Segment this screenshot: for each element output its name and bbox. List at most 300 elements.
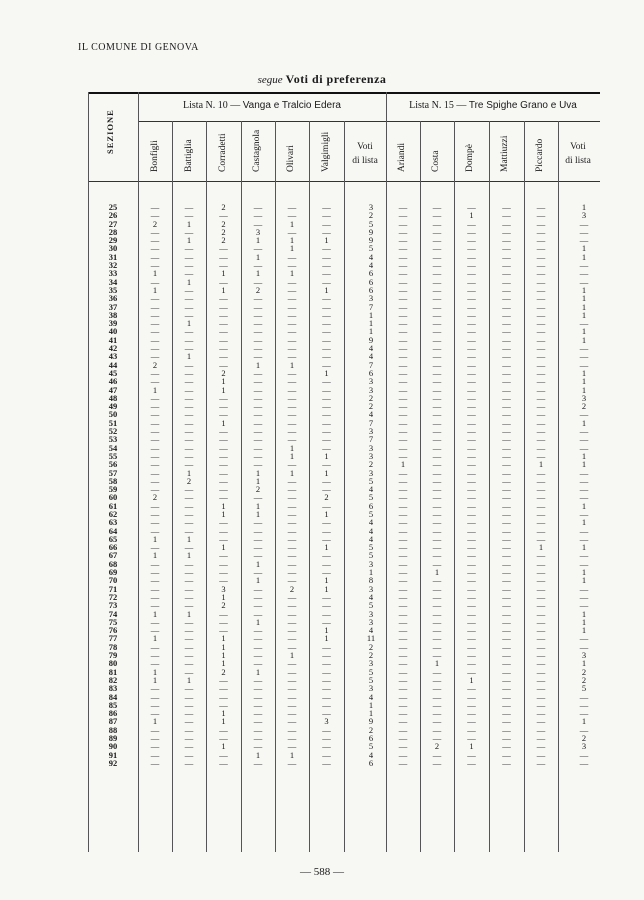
vote-cell: 1 — [255, 467, 261, 478]
vote-cell: 1 — [368, 567, 374, 578]
vote-cell: — — [150, 583, 160, 594]
vote-cell: — — [150, 475, 160, 486]
vote-cell: — — [219, 409, 228, 420]
vote-cell: 1 — [221, 376, 226, 387]
vote-cell: — — [579, 591, 589, 602]
vote-cell: — — [536, 326, 546, 337]
vote-cell: 3 — [368, 426, 374, 437]
vote-cell: — — [536, 351, 546, 362]
vote-cell: — — [184, 334, 194, 345]
vote-cell: — — [184, 625, 194, 636]
vote-cell: 1 — [581, 500, 587, 511]
vote-cell: — — [536, 600, 546, 611]
vote-cell: — — [467, 251, 476, 262]
vote-cell: — — [219, 757, 228, 768]
vote-cell: — — [184, 757, 194, 768]
vote-cell: — — [432, 616, 442, 627]
vote-cell: — — [502, 284, 511, 295]
vote-cell: — — [253, 633, 263, 644]
vote-cell: — — [432, 276, 442, 287]
vote-cell: 1 — [186, 550, 192, 561]
vote-cell: — — [398, 334, 408, 345]
vote-cell: — — [398, 674, 408, 685]
vote-cell: — — [150, 417, 160, 428]
vote-cell: — — [467, 533, 476, 544]
vote-cell: — — [398, 268, 408, 279]
vote-cell: — — [287, 575, 297, 586]
vote-cell: — — [432, 401, 442, 412]
vote-cell: — — [150, 202, 160, 212]
vote-cell: 1 — [434, 658, 440, 669]
vote-cell: — — [398, 392, 408, 403]
vote-cell: — — [398, 508, 408, 519]
votes-valgimigli — [309, 203, 344, 767]
vote-cell: 2 — [255, 484, 261, 495]
sezione-number: 25 — [108, 202, 118, 212]
vote-cell: 1 — [255, 500, 261, 511]
vote-cell: — — [502, 235, 511, 246]
vote-cell: 1 — [289, 359, 295, 370]
vote-cell: — — [502, 301, 511, 312]
vote-cell: — — [184, 417, 194, 428]
vote-cell: — — [398, 376, 408, 387]
vote-cell: — — [322, 749, 331, 760]
vote-cell: — — [398, 426, 408, 437]
vote-cell: — — [467, 417, 476, 428]
vote-cell: — — [467, 558, 476, 569]
vote-cell: — — [398, 542, 408, 553]
sezione-number: 41 — [108, 334, 118, 345]
vote-cell: 1 — [289, 235, 295, 246]
vote-cell: — — [579, 318, 589, 329]
vote-cell: — — [579, 343, 589, 354]
vote-cell: 5 — [368, 542, 374, 553]
vote-cell: — — [150, 733, 160, 743]
vote-cell: — — [184, 542, 194, 553]
vote-cell: — — [502, 650, 511, 661]
vote-cell: — — [502, 517, 511, 528]
vote-cell: — — [579, 749, 589, 760]
vote-cell: — — [150, 392, 160, 403]
vote-cell: — — [287, 326, 297, 337]
vote-cell: 1 — [289, 650, 295, 661]
vote-cell: — — [287, 724, 297, 735]
vote-cell: — — [398, 284, 408, 295]
vote-cell: 1 — [186, 218, 192, 229]
vote-cell: — — [467, 426, 476, 437]
vote-cell: — — [536, 434, 546, 445]
sezione-number: 70 — [108, 575, 118, 586]
vote-cell: — — [322, 674, 331, 685]
vote-cell: — — [432, 716, 442, 727]
vote-cell: — — [322, 666, 331, 677]
vote-cell: — — [467, 459, 476, 470]
vote-cell: — — [398, 575, 408, 586]
vote-cell: — — [219, 733, 228, 743]
vote-cell: — — [184, 741, 194, 752]
vote-cell: 2 — [152, 218, 158, 229]
vote-cell: — — [184, 450, 194, 461]
vote-cell: — — [287, 343, 297, 354]
vote-cell: — — [467, 235, 476, 246]
vote-cell: 1 — [152, 384, 158, 395]
vote-cell: — — [432, 583, 442, 594]
vote-cell: — — [536, 641, 546, 652]
candidate-header-costa: Costa — [431, 150, 441, 172]
vote-cell: — — [287, 699, 297, 710]
vote-cell: 2 — [152, 359, 158, 370]
vote-cell: 1 — [221, 384, 226, 395]
vote-cell: — — [579, 426, 589, 437]
vote-cell: — — [184, 708, 194, 719]
vote-cell: 5 — [368, 600, 374, 611]
vote-cell: — — [502, 467, 511, 478]
vote-cell: — — [536, 484, 546, 495]
vote-cell: 1 — [581, 716, 587, 727]
vote-cell: — — [322, 226, 331, 237]
vote-cell: — — [536, 616, 546, 627]
vote-cell: 1 — [368, 708, 374, 719]
vote-cell: — — [432, 575, 442, 586]
sezione-number: 65 — [108, 533, 118, 544]
vote-cell: 1 — [324, 583, 329, 594]
vote-cell: — — [150, 309, 160, 320]
vote-cell: — — [150, 442, 160, 453]
vote-cell: — — [322, 699, 331, 710]
vote-cell: — — [536, 699, 546, 710]
vote-cell: — — [287, 351, 297, 362]
vote-cell: — — [287, 600, 297, 611]
vote-cell: 6 — [368, 284, 374, 295]
vote-cell: — — [398, 475, 408, 486]
vote-cell: — — [536, 558, 546, 569]
vote-cell: 1 — [581, 367, 587, 378]
vote-cell: — — [253, 741, 263, 752]
sezione-number: 63 — [108, 517, 118, 528]
vote-cell: — — [150, 326, 160, 337]
vote-cell: 4 — [368, 691, 374, 702]
vote-cell: — — [398, 484, 408, 495]
vote-cell: — — [432, 542, 442, 553]
vote-cell: — — [432, 467, 442, 478]
vote-cell: 1 — [255, 575, 261, 586]
vote-cell: 1 — [289, 218, 295, 229]
vote-cell: — — [432, 309, 442, 320]
vote-cell: — — [579, 757, 589, 768]
sezione-number: 39 — [108, 318, 118, 329]
vote-cell: — — [467, 384, 476, 395]
list-name: Vanga e Tralcio Edera — [242, 100, 341, 111]
vote-cell: — — [536, 500, 546, 511]
vote-cell: — — [184, 716, 194, 727]
vote-cell: — — [287, 492, 297, 503]
vote-cell: — — [150, 641, 160, 652]
vote-cell: — — [398, 533, 408, 544]
votes-corradetti — [206, 203, 241, 767]
vote-cell: — — [467, 260, 476, 271]
vote-cell: — — [287, 409, 297, 420]
sezione-number: 47 — [108, 384, 118, 395]
vote-cell: — — [502, 318, 511, 329]
vote-cell: 3 — [368, 467, 374, 478]
vote-cell: — — [322, 475, 331, 486]
sezione-numbers — [90, 203, 136, 767]
vote-cell: — — [184, 260, 194, 271]
vote-cell: — — [398, 276, 408, 287]
vote-cell: — — [322, 376, 331, 387]
vote-cell: — — [536, 708, 546, 719]
vote-cell: 3 — [368, 450, 374, 461]
vote-cell: — — [253, 218, 263, 229]
vote-cell: — — [219, 351, 228, 362]
vote-cell: 3 — [368, 384, 374, 395]
vote-cell: — — [579, 409, 589, 420]
vote-cell: — — [467, 318, 476, 329]
vote-cell: — — [287, 401, 297, 412]
vote-cell: — — [398, 243, 408, 254]
vote-cell: — — [219, 301, 228, 312]
vote-cell: 1 — [221, 500, 226, 511]
sezione-number: 76 — [108, 625, 118, 636]
vote-cell: — — [502, 426, 511, 437]
vote-cell: — — [219, 309, 228, 320]
vote-cell: — — [219, 426, 228, 437]
sezione-number: 80 — [108, 658, 118, 669]
vote-cell: — — [287, 708, 297, 719]
vote-cell: — — [287, 392, 297, 403]
vote-cell: — — [432, 708, 442, 719]
votes-battiglia — [172, 203, 206, 767]
vote-cell: — — [322, 533, 331, 544]
vote-cell: — — [184, 376, 194, 387]
vote-cell: — — [536, 301, 546, 312]
sezione-number: 79 — [108, 650, 118, 661]
vote-cell: — — [150, 351, 160, 362]
vote-cell: — — [184, 484, 194, 495]
vote-cell: — — [536, 567, 546, 578]
vote-cell: — — [432, 343, 442, 354]
vote-cell: — — [536, 376, 546, 387]
vote-cell: — — [502, 550, 511, 561]
vote-cell: — — [184, 343, 194, 354]
vote-cell: 2 — [186, 475, 192, 486]
vote-cell: 6 — [368, 733, 374, 743]
vote-cell: — — [502, 633, 511, 644]
table-title — [0, 72, 644, 87]
vote-cell: — — [150, 508, 160, 519]
vote-cell: 1 — [368, 699, 374, 710]
vote-cell: 1 — [368, 309, 374, 320]
vote-cell: — — [398, 724, 408, 735]
vote-cell: 1 — [581, 202, 587, 212]
vote-cell: — — [322, 243, 331, 254]
vote-cell: — — [150, 757, 160, 768]
vote-cell: — — [219, 276, 228, 287]
vote-cell: — — [219, 517, 228, 528]
vote-cell: — — [184, 567, 194, 578]
vote-cell: — — [398, 666, 408, 677]
vote-cell: 3 — [368, 442, 374, 453]
vote-cell: — — [253, 434, 263, 445]
vote-cell: — — [322, 591, 331, 602]
vote-cell: — — [398, 417, 408, 428]
sezione-number: 56 — [108, 459, 118, 470]
vote-cell: 1 — [186, 276, 192, 287]
vote-cell: — — [398, 600, 408, 611]
vote-cell: — — [253, 351, 263, 362]
vote-cell: 4 — [368, 533, 374, 544]
vote-cell: 1 — [289, 749, 295, 760]
vote-cell: 1 — [581, 301, 587, 312]
vote-cell: — — [150, 625, 160, 636]
sezione-number: 75 — [108, 616, 118, 627]
vote-cell: — — [184, 633, 194, 644]
vote-cell: — — [502, 708, 511, 719]
vote-cell: — — [219, 616, 228, 627]
vote-cell: — — [322, 401, 331, 412]
vote-cell: — — [287, 525, 297, 536]
vote-cell: 1 — [289, 467, 295, 478]
vote-cell: — — [536, 260, 546, 271]
vote-cell: 9 — [368, 235, 374, 246]
vote-cell: — — [579, 434, 589, 445]
vote-cell: — — [253, 567, 263, 578]
vote-cell: — — [150, 500, 160, 511]
vote-cell: — — [398, 301, 408, 312]
vote-cell: — — [536, 442, 546, 453]
vote-cell: 1 — [221, 268, 226, 279]
vote-cell: — — [467, 683, 476, 694]
vote-cell: — — [432, 459, 442, 470]
voti-label-line: Voti — [570, 142, 586, 152]
vote-cell: — — [467, 733, 476, 743]
vote-cell: — — [398, 251, 408, 262]
vote-cell: — — [502, 616, 511, 627]
vote-cell: — — [287, 293, 297, 304]
vote-cell: — — [432, 525, 442, 536]
vote-cell: 4 — [368, 251, 374, 262]
vote-cell: — — [150, 683, 160, 694]
vote-cell: — — [219, 459, 228, 470]
vote-cell: — — [219, 334, 228, 345]
vote-cell: 1 — [581, 575, 587, 586]
vote-cell: — — [253, 260, 263, 271]
vote-cell: — — [253, 542, 263, 553]
votes-bonfigli — [138, 203, 172, 767]
vote-cell: — — [287, 376, 297, 387]
table-left-rule — [88, 92, 89, 852]
vote-cell: — — [219, 467, 228, 478]
vote-cell: 3 — [368, 683, 374, 694]
vote-cell: — — [398, 749, 408, 760]
vote-cell: — — [467, 583, 476, 594]
vote-cell: — — [502, 276, 511, 287]
vote-cell: — — [287, 757, 297, 768]
vote-cell: 2 — [581, 674, 587, 685]
vote-cell: — — [432, 218, 442, 229]
vote-cell: 1 — [581, 243, 587, 254]
vote-cell: 2 — [368, 401, 374, 412]
vote-cell: 1 — [581, 567, 587, 578]
vote-cell: 1 — [400, 459, 406, 470]
vote-cell: — — [184, 367, 194, 378]
vote-cell: 1 — [581, 293, 587, 304]
vote-cell: 2 — [221, 367, 226, 378]
vote-cell: — — [579, 600, 589, 611]
vote-cell: — — [253, 583, 263, 594]
vote-cell: — — [432, 359, 442, 370]
sezione-number: 29 — [108, 235, 118, 246]
vote-cell: — — [253, 708, 263, 719]
vote-cell: — — [536, 450, 546, 461]
sezione-number: 35 — [108, 284, 118, 295]
vote-cell: 2 — [221, 600, 226, 611]
vote-cell: — — [579, 276, 589, 287]
vote-cell: — — [322, 708, 331, 719]
sezione-number: 45 — [108, 367, 118, 378]
vote-cell: — — [287, 202, 297, 212]
vote-cell: 2 — [368, 650, 374, 661]
vote-cell: — — [322, 417, 331, 428]
vote-cell: — — [398, 351, 408, 362]
sezione-header: SEZIONE — [105, 109, 115, 154]
vote-cell: — — [579, 699, 589, 710]
vote-cell: — — [467, 434, 476, 445]
vote-cell: 1 — [152, 633, 158, 644]
vote-cell: — — [502, 741, 511, 752]
candidate-header-piccardo: Piccardo — [535, 138, 545, 172]
sezione-number: 84 — [108, 691, 118, 702]
vote-cell: — — [253, 301, 263, 312]
vote-cell: — — [322, 608, 331, 619]
vote-cell: — — [184, 401, 194, 412]
vote-cell: — — [150, 210, 160, 221]
sezione-number: 37 — [108, 301, 118, 312]
vote-cell: — — [502, 583, 511, 594]
vote-cell: — — [253, 442, 263, 453]
vote-cell: — — [253, 699, 263, 710]
vote-cell: — — [502, 243, 511, 254]
vote-cell: — — [398, 367, 408, 378]
sezione-number: 44 — [108, 359, 118, 370]
vote-cell: — — [219, 525, 228, 536]
vote-cell: — — [150, 525, 160, 536]
vote-cell: — — [150, 251, 160, 262]
vote-cell: — — [219, 608, 228, 619]
vote-cell: — — [150, 459, 160, 470]
vote-cell: — — [579, 691, 589, 702]
vote-cell: — — [322, 343, 331, 354]
vote-cell: — — [432, 500, 442, 511]
vote-cell: — — [432, 475, 442, 486]
vote-cell: 6 — [368, 276, 374, 287]
vote-cell: — — [322, 210, 331, 221]
vote-cell: — — [322, 600, 331, 611]
vote-cell: — — [467, 608, 476, 619]
vote-cell: — — [398, 691, 408, 702]
vote-cell: — — [322, 392, 331, 403]
vote-cell: — — [467, 284, 476, 295]
sezione-number: 71 — [108, 583, 118, 594]
sezione-number: 51 — [108, 417, 118, 428]
vote-cell: — — [322, 434, 331, 445]
sezione-number: 61 — [108, 500, 118, 511]
vote-cell: — — [467, 716, 476, 727]
vote-cell: — — [287, 633, 297, 644]
vote-cell: — — [432, 650, 442, 661]
vote-cell: — — [502, 367, 511, 378]
vote-cell: — — [322, 301, 331, 312]
